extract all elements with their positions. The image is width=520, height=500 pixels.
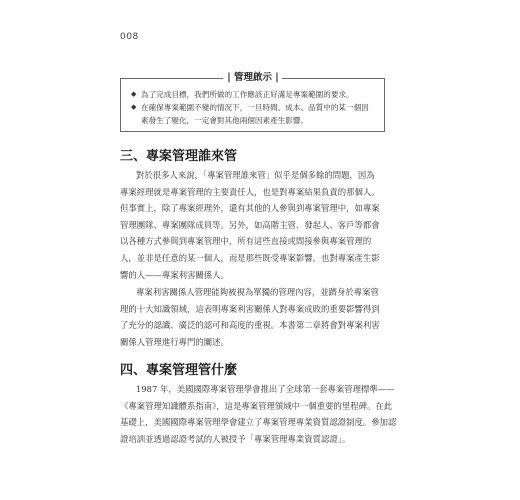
section4-paragraph-1: [120, 381, 397, 447]
text-line: 1987 年，美國國際專案管理學會推出了全球第一套專案管理標準——: [136, 384, 395, 394]
text-line: 關係人管理進行專門的闡述。: [120, 336, 229, 347]
section3-paragraph-1: [120, 167, 385, 283]
section-heading-4: 四、專案管理管什麼: [120, 363, 238, 378]
text-line: 管理團隊、專案團隊成員等。另外，如高階主管、發起人、客戶等都會: [120, 219, 380, 230]
text-line: 以各種方式參與到專案管理中，所有這些直接或間接參與專案管理的: [120, 236, 372, 247]
diamond-bullet-icon: ◆: [131, 90, 137, 98]
text-line: 專案經理就是專案管理的主要責任人，也是對專案結果負責的那個人。: [120, 186, 380, 197]
tip-item-line: 為了完成目標，我們所做的工作應該正好滿足專案範圍的要求。: [141, 90, 354, 99]
text-line: 《專案管理知識體系指南》，這是專案管理領域中一個重要的里程碑。在此: [120, 400, 393, 411]
text-line: 但事實上，除了專案經理外，還有其他的人參與到專案管理中，如專案: [120, 203, 380, 214]
text-line: 對於很多人來說，「專案管理誰來管」似乎是個多餘的問題，因為: [136, 170, 375, 180]
section-heading-3: 三、專案管理誰來管: [120, 149, 238, 164]
tip-box-title: | 管理啟示 |: [227, 72, 279, 83]
text-line: 理的十大知識領域，這表明專案利害關係人對專案成敗的重要影響得到: [120, 303, 380, 314]
diamond-bullet-icon: ◆: [131, 103, 137, 111]
tip-list: [131, 88, 381, 127]
text-line: 響的人——專案利害關係人。: [120, 269, 229, 280]
tip-item-line: 在確保專案範圍不變的情況下，一旦時間、成本、品質中的某一個因: [141, 103, 369, 112]
section3-paragraph-2: [120, 284, 385, 350]
tip-item: [131, 88, 381, 101]
page-number: 008: [120, 32, 139, 42]
text-line: 人，並非是任意的某一個人，而是那些既受專案影響，也對專案產生影: [120, 252, 380, 263]
text-line: 證培訓並透過認證考試的人被授予「專案管理專業資質認證」。: [120, 433, 351, 444]
text-line: 基礎上，美國國際專案管理學會建立了專案管理專業資質認證制度。參加認: [120, 417, 397, 428]
text-line: 專案利害關係人管理能夠被視為單獨的管理內容，並躋身於專案管: [136, 287, 379, 297]
tip-item: [131, 101, 381, 127]
tip-item-line: 素發生了變化，一定會對其他兩個因素產生影響。: [141, 116, 309, 125]
text-line: 了充分的認識、廣泛的認可和高度的重視。本書第二章將會對專案利害: [120, 320, 380, 331]
